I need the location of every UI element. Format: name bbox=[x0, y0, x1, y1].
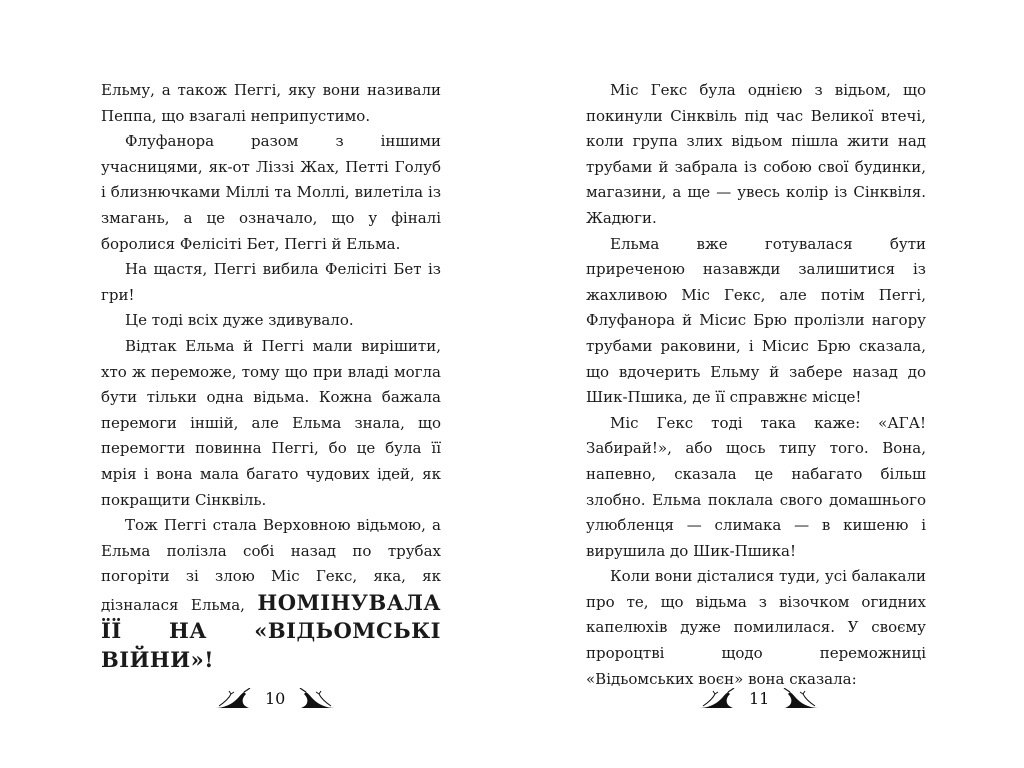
witch-shoe-ornament-icon bbox=[697, 688, 735, 710]
left-paragraph-3: На щастя, Пеггі вибила Фелісіті Бет із гри! bbox=[101, 260, 441, 304]
right-page bbox=[586, 78, 926, 692]
page-number-right: 11 bbox=[749, 689, 770, 708]
left-paragraph-2: Флуфанора разом з іншими учасницями, як-от Ліззі Жах, Петті Голуб і близнючками Міллі та Моллі, вилетіла із змагань, а це означало, що у фіналі боролися Фелісіті Бет, Пеггі й Ельма. bbox=[101, 132, 441, 253]
left-paragraph-6 bbox=[101, 513, 441, 676]
witch-shoe-ornament-icon bbox=[213, 688, 251, 710]
left-paragraph-1: Ельму, а також Пеггі, яку вони називали Пеппа, що взагалі неприпустимо. bbox=[101, 81, 441, 125]
left-paragraph-4: Це тоді всіх дуже здивувало. bbox=[125, 311, 354, 330]
left-paragraph-5: Відтак Ельма й Пеггі мали вирішити, хто ж переможе, тому що при владі могла бути тільки одна відьма. Кожна бажала перемоги іншій, але Ельма знала, що перемогти повинна Пеггі, бо це була її мрія і вона мала багато чудових ідей, як покращити Сінквіль. bbox=[101, 336, 441, 509]
witch-shoe-ornament-icon bbox=[783, 688, 821, 710]
right-paragraph-3: Міс Гекс тоді така каже: «АГА! Забирай!», або щось типу того. Вона, напевно, сказала це набагато більш злобно. Ельма поклала свого домашнього улюбленця — слимака — в кишеню і вирушила до Шик-Пшика! bbox=[586, 413, 926, 560]
right-folio bbox=[697, 686, 821, 712]
page-number-left: 10 bbox=[265, 689, 286, 708]
left-paragraph-6-text: Тож Пеггі стала Верховною відьмою, а Ельма полізла собі назад по трубах погоріти зі злою Міс Гекс, яка, як дізналася Ельма, bbox=[101, 516, 441, 614]
witch-shoe-ornament-icon bbox=[299, 688, 337, 710]
right-paragraph-1: Міс Гекс була однією з відьом, що покинули Сінквіль під час Великої втечі, коли група злих відьом пішла жити над трубами й забрала із собою свої будинки, магазини, а ще — увесь колір із Сінквіля. Жадюги. bbox=[586, 81, 926, 227]
left-page bbox=[101, 78, 441, 676]
right-paragraph-2: Ельма вже готувалася бути приреченою назавжди залишитися із жахливою Міс Гекс, але потім Пеггі, Флуфанора й Місис Брю пролізли нагору трубами раковини, і Місис Брю сказала, що вдочерить Ельму й забере назад до Шик-Пшика, де її справжнє місце! bbox=[586, 234, 926, 407]
right-paragraph-4: Коли вони дісталися туди, усі балакали про те, що відьма з візочком огидних капелюхів дуже помилилася. У своєму пророцтві щодо переможниці «Відьомських воєн» вона сказала: bbox=[586, 567, 926, 688]
left-folio bbox=[213, 686, 337, 712]
nomination-emphasis: НОМІНУВАЛА ЇЇ НА «ВІДЬОМСЬКІ ВІЙНИ»! bbox=[101, 589, 441, 673]
